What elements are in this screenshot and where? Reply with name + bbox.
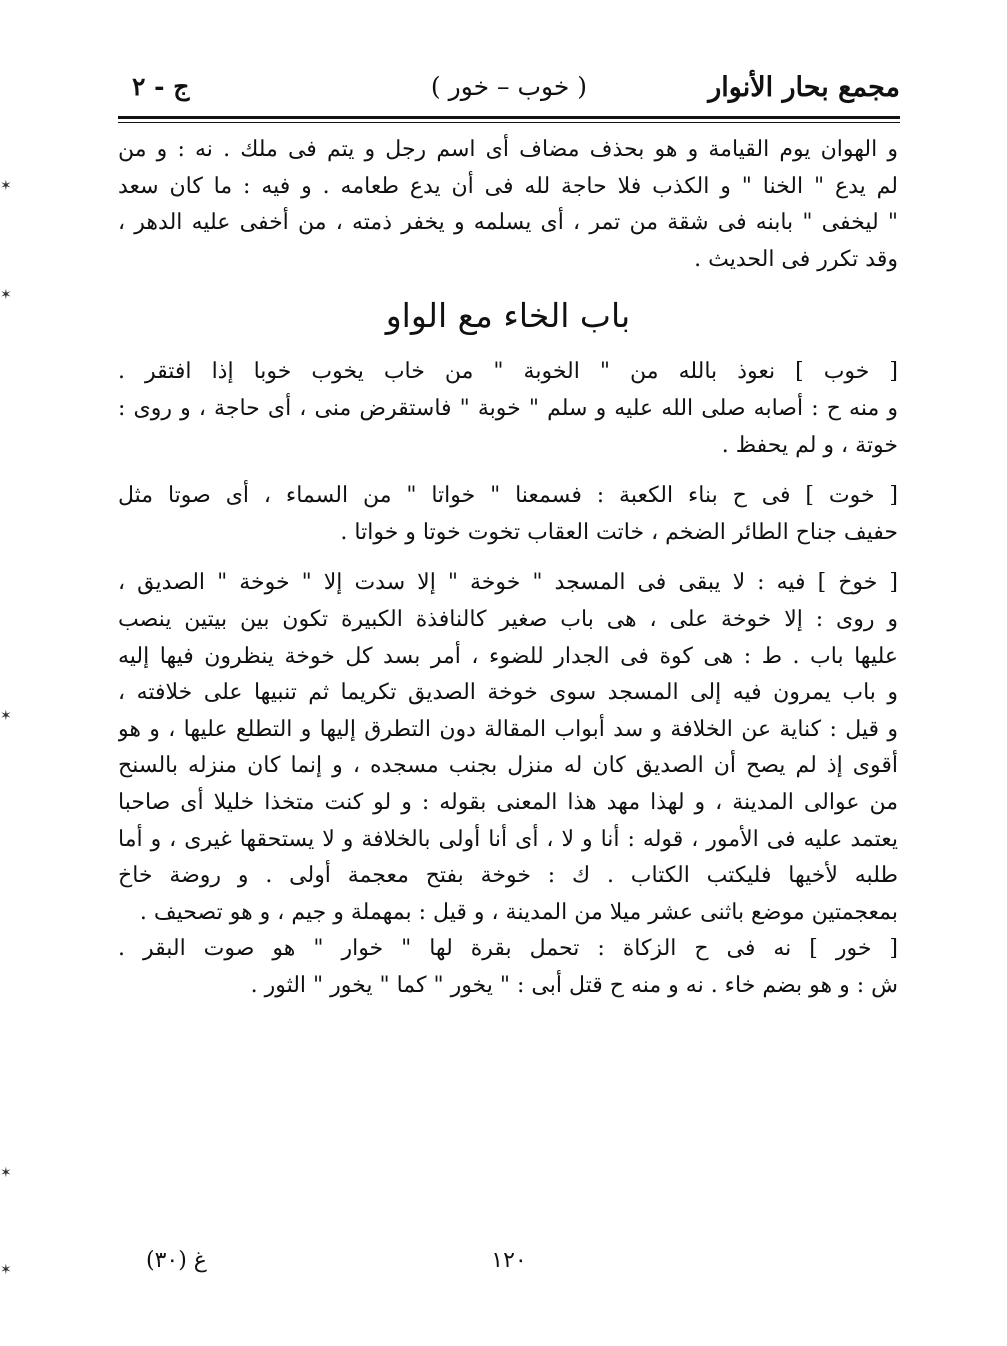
text-line: و منه ح : أصابه صلى الله عليه و سلم " خوبة " فاستقرض منى ، أى حاجة ، و روى : [118,395,898,421]
text-line: أقوى إذ لم يصح أن الصديق كان له منزل بجنب مسجده ، و إنما كان منزله بالسنح [118,753,898,779]
text-line: من عوالى المدينة ، و لهذا مهد هذا المعنى بقوله : و لو كنت متخذا خليلا أى صاحبا [118,789,898,815]
margin-star-icon: ✶ [0,708,12,724]
section-range: ( خوب – خور ) [430,72,588,101]
page-body [118,132,898,1004]
text-line: حفيف جناح الطائر الضخم ، خاتت العقاب تخوت خوتا و خواتا . [340,519,898,545]
page-header [118,64,900,112]
intro-paragraph [118,132,898,278]
margin-star-icon: ✶ [0,1165,12,1181]
entry-khwr [118,931,898,1004]
text-line: يعتمد عليه فى الأمور ، قوله : أنا و لا ، أى أنا أولى بالخلافة و لا يستحقها غيرى ، و أما [118,826,898,852]
text-line: [ خوت ] فى ح بناء الكعبة : فسمعنا " خواتا " من السماء ، أى صوتا مثل [118,483,898,509]
page-number: ١٢٠ [491,1248,527,1273]
text-line: [ خوخ ] فيه : لا يبقى فى المسجد " خوخة " إلا سدت إلا " خوخة " الصديق ، [118,570,898,596]
text-line: و قيل : كناية عن الخلافة و سد أبواب المقالة دون التطرق إليها و التطلع عليها ، و هو [118,716,898,742]
text-line: ش : و هو بضم خاء . نه و منه ح قتل أبى : " يخور " كما " يخور " الثور . [250,972,898,998]
volume-label: ج - ٢ [132,72,190,101]
signature-mark: غ (٣٠) [146,1248,207,1273]
book-title: مجمع بحار الأنوار [708,72,900,103]
text-line: وقد تكرر فى الحديث . [694,246,898,272]
page-footer [118,1244,900,1284]
text-line: " ليخفى " بابنه فى شقة من تمر ، أى يسلمه و يخفر ذمته ، من أخفى عليه الدهر ، [118,210,898,236]
text-line: خوتة ، و لم يحفظ . [721,432,898,458]
entry-khwt [118,478,898,551]
text-line: بمعجمتين موضع باثنى عشر ميلا من المدينة ، و قيل : بمهملة و جيم ، و هو تصحيف . [139,899,898,925]
text-line: عليها باب . ط : هى كوة فى الجدار للضوء ، أمر بسد كل خوخة ينظرون فيها إليه [118,643,898,669]
margin-star-icon: ✶ [0,287,12,303]
text-line: [ خوب ] نعوذ بالله من " الخوبة " من خاب يخوب خوبا إذا افتقر . [118,359,898,385]
text-line: و الهوان يوم القيامة و هو بحذف مضاف أى اسم رجل و يتم فى ملك . نه : و من [118,137,898,162]
text-line: [ خور ] نه فى ح الزكاة : تحمل بقرة لها " خوار " هو صوت البقر . [118,936,898,962]
text-line: و باب يمرون فيه إلى المسجد سوى خوخة الصديق تكريما ثم تنبيها على خلافته ، [118,680,898,706]
chapter-title: باب الخاء مع الواو [385,296,631,336]
entry-khwb [118,354,898,464]
text-line: لم يدع " الخنا " و الكذب فلا حاجة لله فى أن يدع طعامه . و فيه : ما كان سعد [118,173,898,199]
header-rule-thick [118,116,900,119]
margin-star-icon: ✶ [0,178,12,194]
header-rule-thin [118,122,900,123]
entry-khwkh [118,565,898,931]
text-line: طلبه لأخيها فليكتب الكتاب . ك : خوخة بفتح معجمة أولى . و روضة خاخ [118,863,898,889]
margin-star-icon: ✶ [0,1262,12,1278]
text-line: و روى : إلا خوخة على ، هى باب صغير كالنافذة الكبيرة تكون بين بيتين ينصب [118,606,898,632]
